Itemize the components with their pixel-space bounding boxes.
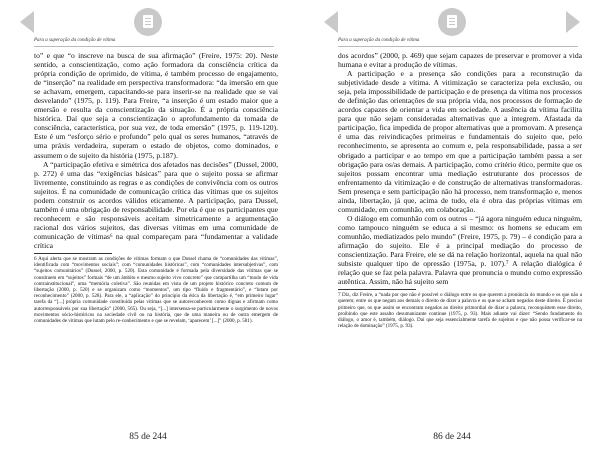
paragraph: A “participação efetiva e simétrica dos afetados nas decisões” (Dussel, 2000, p. 272) é uma das “exigências básicas” para que o sujeito possa se afirmar livremente, constituindo as regras e as condições de convivência com os outros sujeitos. É na comunidade de comunicação crítica das vítimas que os sujeitos podem construir os acordos válidos eticamente. A participação, para Dussel, também é uma obrigação de responsabilidade. Por ela é que os participantes que reconhecem e são responsáveis aceitam simetricamente a argumentação racional dos vários sujeitos, das diversas vítimas em uma comunidade de comunicação de vítimas⁶ na qual compareçam para “fundamentar a validade crítica	[34, 159, 278, 250]
page-number: 85 de 244	[129, 432, 167, 442]
left-page	[0, 0, 296, 450]
running-head: Para a superação da condição de vítima	[338, 38, 420, 43]
footnote: 7 Diz, diz Freire, a “nada por que não é possível o diálogo entre os que querem a pronúncia do mundo e os que não a querem; entre os que negam aos demais o direito de dizer a palavra e os que se acham negados deste direito. É preciso primeiro que, os que assim se encontram negados ao direito primordial de dizer a palavra, reconquistem esse direito, proibindo que este assalto desumanizante continue (1975, p. 93). Mais adiante vai dizer: “Sendo fundamento do diálogo, o amor é, também, diálogo. Daí que seja essencialmente tarefa de sujeitos e que não possa verificar-se na relação de dominação” (1975, p. 93).	[338, 292, 582, 330]
paragraph: to” e que “o inscreve na busca de sua afirmação” (Freire, 1975: 20). Neste sentido, a conscientização, como ação formadora da consciência crítica da própria condição de oprimido, de vítima, é também processo de engajamento, de “inserção” na realidade em perspectiva transformadora: “da imersão em que se achavam, emergem, capacitando-se para inserir-se na realidade que se vai desvelando” (1975, p. 119). Para Freire, “a inserção é um estado maior que a emersão e resulta da conscientização da situação. É a própria consciência histórica. Daí que seja a conscientização o aprofundamento da tomada de consciência, característica, por sua vez, de toda emersão” (1975, p. 119-120). Este é um “esforço sério e profundo” pelo qual os seres humanos, “através de uma práxis verdadeira, superam o estado de objetos, como dominados, e assumem o de sujeito da história (1975, p.187).	[34, 51, 278, 160]
running-head: Para a superação da condição de vítima	[34, 38, 116, 43]
header-rule	[338, 46, 578, 47]
document-menu-icon[interactable]	[438, 8, 466, 36]
previous-page-arrow-icon[interactable]	[324, 11, 338, 33]
previous-page-arrow-icon[interactable]	[20, 11, 34, 33]
footnote-rule	[338, 289, 416, 290]
header-rule	[34, 46, 274, 47]
page-number: 86 de 244	[433, 432, 471, 442]
paragraph: A participação e a presença são condições para a reconstrução da subjetividade desde a vítima. A vitimização se caracteriza pela exclusão, ou seja, pela impossibilidade de participação e de presença da vítima nos processos de definição das orientações de sua própria vida, nos processos de formação de acordos capazes de orientar a vida em sociedade. A ausência da vítima facilita para que não sejam consideradas alternativas que a integrem. Afastada da participação, fica impedida de propor alternativas que a promovam. A presença é uma das reivindicações primeiras e fundamentais do sujeito que, pelo reconhecimento, se apresenta ao comum e, pela responsabilidade, passa a ser obrigado a participar e ao tempo em que a participação também passa a ser obrigação para os/as demais. A participação, como critério ético, permite que os sujeitos possam encontrar uma mediação estruturante dos processos de enfrentamento da vitimização e de construção de alternativas transformadoras. Sem presença e sem participação não há processo, nem transformação e, menos ainda, libertação, já que, acima de tudo, ela é obra das próprias vítimas em comunidade, em comunhão, em colaboração.	[338, 69, 582, 214]
page-gutter	[296, 0, 304, 450]
paragraph: O diálogo em comunhão com os outros – “já agora ninguém educa ninguém, como tampouco ninguém se educa a si mesmo: os homens se educam em comunhão, mediatizados pelo mundo” (Freire, 1975, p. 79) – é condição para a afirmação do sujeito. Ele é a principal mediação do processo de conscientização. Para Freire, ele se dá na relação horizontal, aquela na qual não subsiste qualquer tipo de opressão (1975a, p. 107).⁷ A relação dialógica é relação que se faz pela palavra. Palavra que pronuncia o mundo como expressão autêntica. Assim, não há sujeito sem	[338, 213, 582, 287]
document-menu-icon[interactable]	[134, 8, 162, 36]
page-body	[338, 51, 582, 329]
paragraph: dos acordos” (2000, p. 469) que sejam capazes de preservar e promover a vida humana e evitar a produção de vítimas.	[338, 51, 582, 70]
right-page	[304, 0, 600, 450]
footnote-rule	[34, 253, 112, 254]
footnote: 6 Aqui alerta que se mostram as condições de vítimas formam o que Dussel chama de “comunidades das vítimas”, identificada com “movimentos sociais”; com “comunidades históricas”, com “comunidades intersubjetivas”, com “sujeitos comunitários” (Dussel, 2000, p. 520). Esta comunidade é formada pela diversidade das vítimas que se constituem em “sujeitos” formais “de um âmbito e mesmo sujeito vivo concreto” que compartilha um “modo de vida contrainstitucional”, uma “memória coletiva”. São reunidas em vista de um projeto histórico concreto comum de libertação (2000, p. 520) e se organizam como “momentos”, um tipo “fluido e fragmentário”, e “lutam por reconhecimento” (2000, p. 528). Para ele, a “aplicação” do princípio da ética da libertação é, “em primeiro lugar” tarefa da “[...] própria comunidade constituída pelas vítimas que se autoreconhecem como dignas e afirmam como autorresponsáveis por sua libertação” (2000, 565). Ou seja, “[...] intersensa-se particularmente o surgimento de novos movimentos sócio-históricos na sociedade civil ou na história, que de uma maneira ou de outra emergem de comunidades de vítimas que lutam pelo re-conhecimento e que se revelam, ‘aparecem’ [...]” (2000, p. 581).	[34, 256, 278, 325]
page-body	[34, 51, 278, 324]
next-page-arrow-icon[interactable]	[566, 11, 580, 33]
